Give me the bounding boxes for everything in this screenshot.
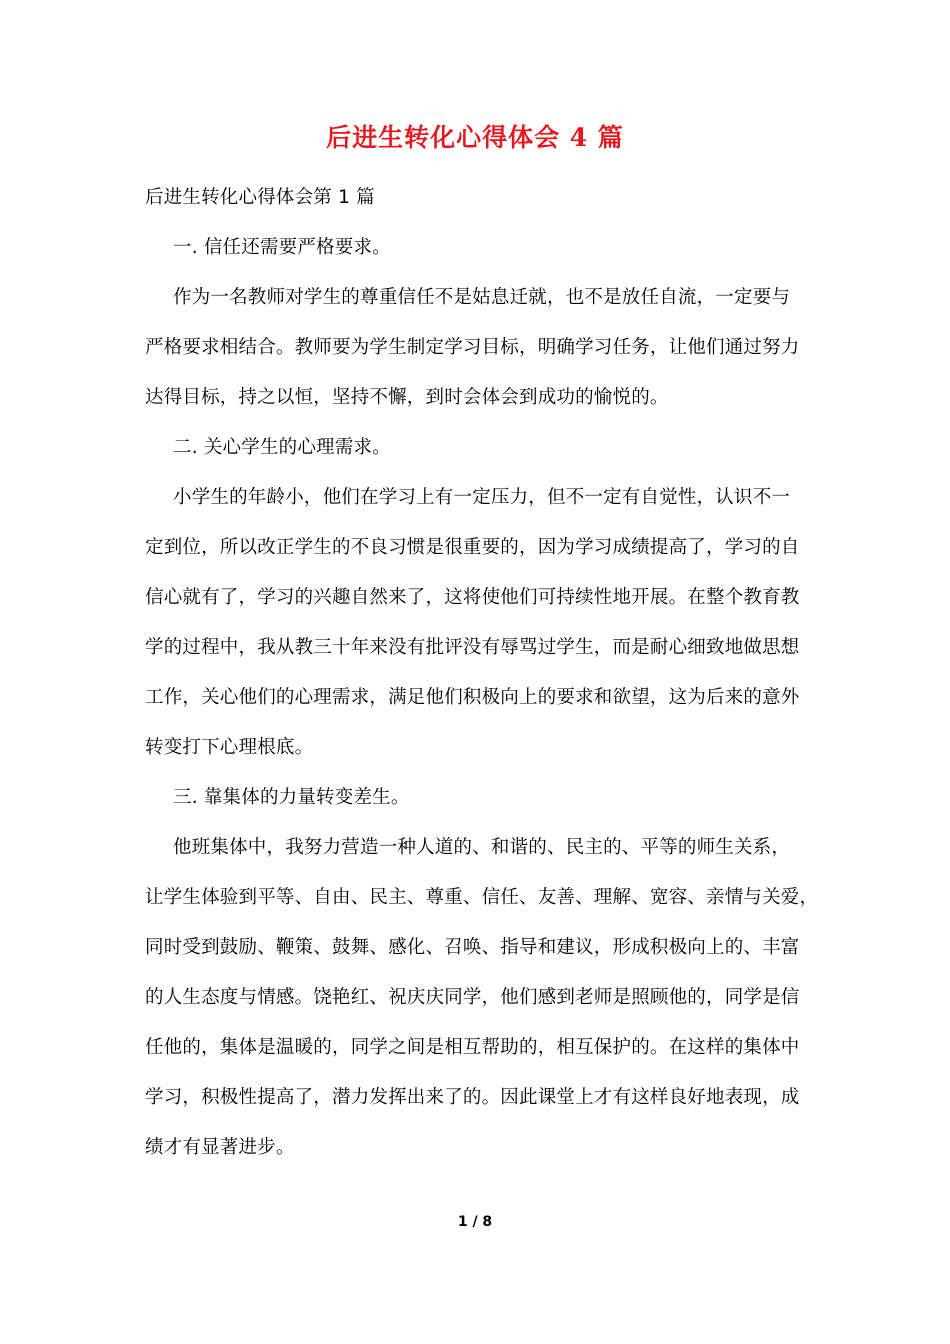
page-number: 1 / 8 [457,1214,493,1230]
paragraph-line: 学的过程中，我从教三十年来没有批评没有辱骂过学生，而是耐心细致地做思想 [145,637,800,658]
paragraph-line: 信心就有了，学习的兴趣自然来了，这将使他们可持续性地开展。在整个教育教 [145,587,800,608]
paragraph-line: 严格要求相结合。教师要为学生制定学习目标，明确学习任务，让他们通过努力 [145,337,800,358]
paragraph-line: 的人生态度与情感。饶艳红、祝庆庆同学，他们感到老师是照顾他的，同学是信 [145,987,800,1008]
subheading-3: 三. 靠集体的力量转变差生。 [173,787,410,808]
paragraph-line: 小学生的年龄小，他们在学习上有一定压力，但不一定有自觉性，认识不一 [173,487,791,508]
paragraph-line: 学习，积极性提高了，潜力发挥出来了的。因此课堂上才有这样良好地表现，成 [145,1087,800,1108]
paragraph-line: 同时受到鼓励、鞭策、鼓舞、感化、召唤、指导和建议，形成积极向上的、丰富 [145,937,800,958]
paragraph-line: 转变打下心理根底。 [145,737,314,758]
subheading-1: 一. 信任还需要严格要求。 [173,237,391,258]
paragraph-line: 定到位，所以改正学生的不良习惯是很重要的，因为学习成绩提高了，学习的自 [145,537,800,558]
paragraph-line: 工作，关心他们的心理需求，满足他们积极向上的要求和欲望，这为后来的意外 [145,687,800,708]
paragraph-line: 他班集体中，我努力营造一种人道的、和谐的、民主的、平等的师生关系， [173,837,791,858]
paragraph-line: 作为一名教师对学生的尊重信任不是姑息迁就，也不是放任自流，一定要与 [173,287,791,308]
paragraph-line: 让学生体验到平等、自由、民主、尊重、信任、友善、理解、宽容、亲情与关爱， [145,887,819,908]
paragraph-line: 达得目标，持之以恒，坚持不懈，到时会体会到成功的愉悦的。 [145,387,669,408]
document-title: 后进生转化心得体会 4 篇 [326,123,624,152]
paragraph-line: 绩才有显著进步。 [145,1137,295,1158]
paragraph-line: 任他的，集体是温暖的，同学之间是相互帮助的，相互保护的。在这样的集体中 [145,1037,800,1058]
subheading-2: 二. 关心学生的心理需求。 [173,437,391,458]
section-heading: 后进生转化心得体会第 1 篇 [145,187,375,208]
